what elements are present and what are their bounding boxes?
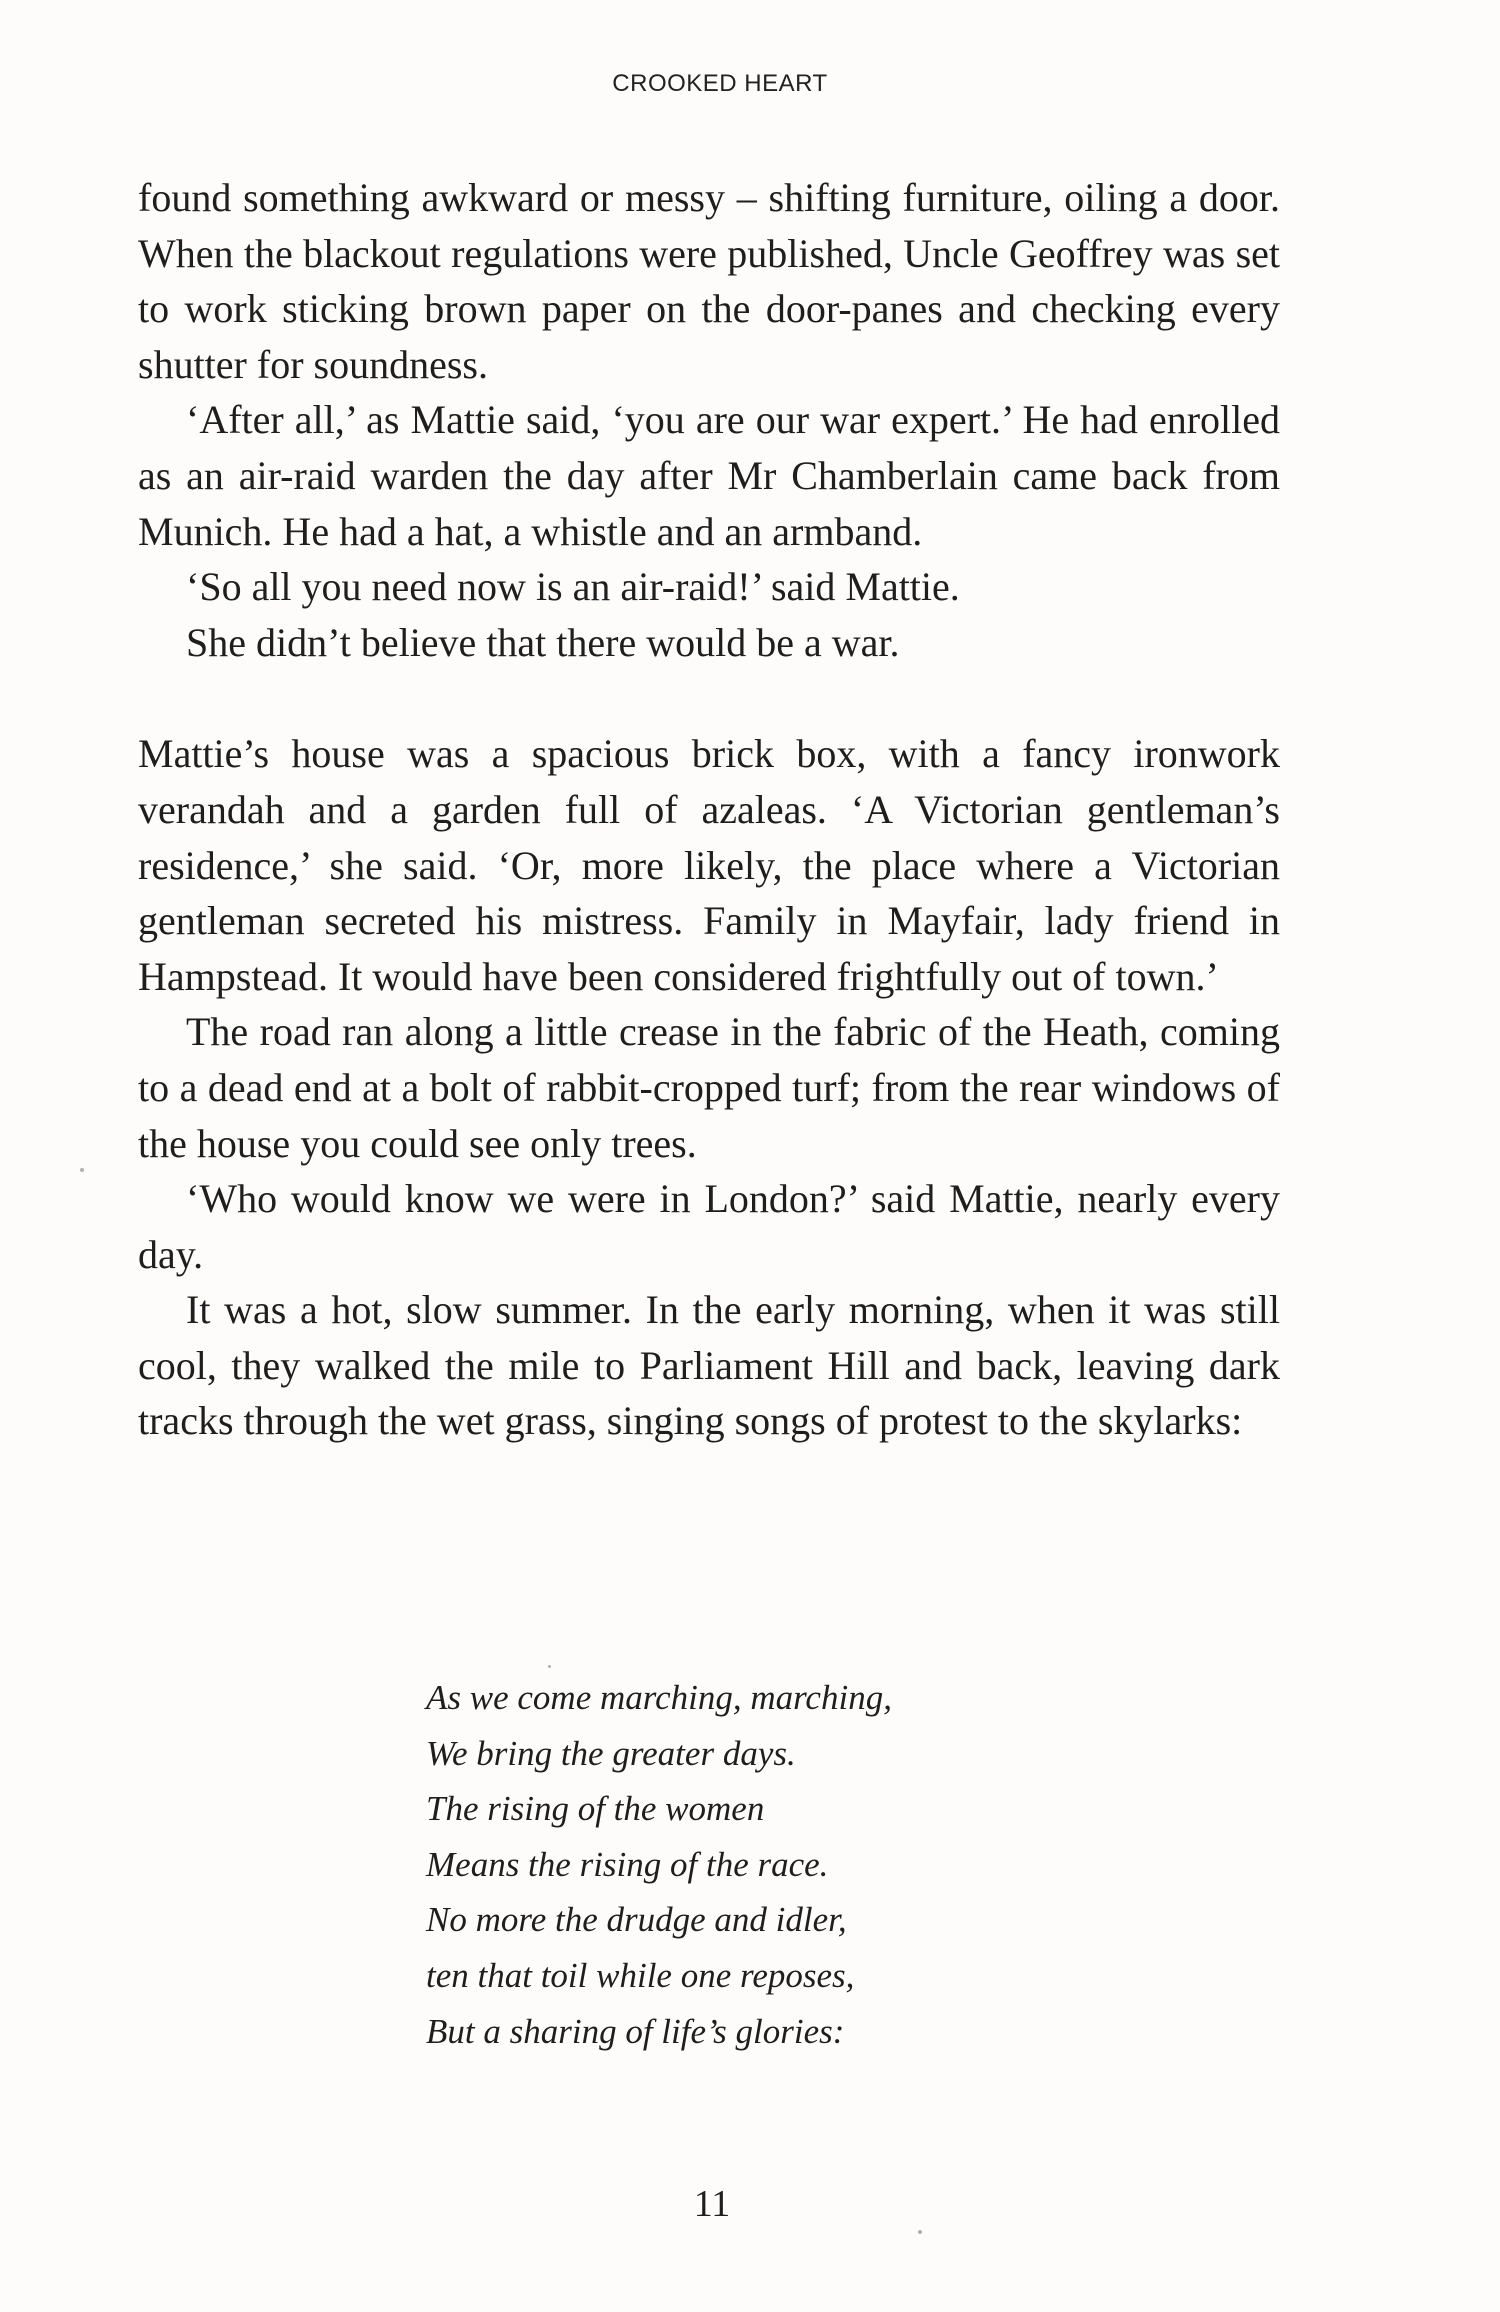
paragraph: ‘Who would know we were in London?’ said Mattie, nearly every day. xyxy=(138,1176,1280,1277)
paragraph: ‘So all you need now is an air-raid!’ said Mattie. xyxy=(186,564,960,610)
page-number: 11 xyxy=(693,2183,731,2225)
paragraph: Mattie’s house was a spacious brick box, with a fancy ironwork verandah and a garden full of azaleas. ‘A Victorian gentleman’s residence,’ she said. ‘Or, more likely, the place where a Victorian gentleman secreted his mistress. Family in Mayfair, lady friend in Hampstead. It would have been considered frightfully out of town.’ xyxy=(138,731,1280,999)
paragraph: ‘After all,’ as Mattie said, ‘you are our war expert.’ He had enrolled as an air-raid warden the day after Mr Chamberlain came back from Munich. He had a hat, a whistle and an armband. xyxy=(138,397,1280,554)
verse-block xyxy=(426,1670,1226,2059)
verse-line: We bring the greater days. xyxy=(426,1733,796,1773)
paragraph: The road ran along a little crease in the fabric of the Heath, coming to a dead end at a bolt of rabbit-cropped turf; from the rear windows of the house you could see only trees. xyxy=(138,1009,1280,1166)
paragraph: It was a hot, slow summer. In the early morning, when it was still cool, they walked the mile to Parliament Hill and back, leaving dark tracks through the wet grass, singing songs of protest to the skylarks: xyxy=(138,1287,1280,1444)
verse-line: Means the rising of the race. xyxy=(426,1844,829,1884)
verse-line: No more the drudge and idler, xyxy=(426,1900,847,1940)
verse-line: As we come marching, marching, xyxy=(426,1678,892,1717)
paragraph: found something awkward or messy – shifting furniture, oiling a door. When the blackout regulations were published, Uncle Geoffrey was set to work sticking brown paper on the door-panes and checking every shutter for soundness. xyxy=(138,175,1280,387)
verse-line: But a sharing of life’s glories: xyxy=(426,2011,845,2051)
verse-line: ten that toil while one reposes, xyxy=(426,1955,855,1995)
running-head: CROOKED HEART xyxy=(612,70,828,97)
paper-speck xyxy=(918,2230,922,2234)
verse-line: The rising of the women xyxy=(426,1789,765,1829)
body-text xyxy=(138,170,1280,1449)
paper-speck xyxy=(548,1665,551,1668)
paragraph: She didn’t believe that there would be a war. xyxy=(186,619,900,665)
paper-speck xyxy=(80,1168,84,1172)
